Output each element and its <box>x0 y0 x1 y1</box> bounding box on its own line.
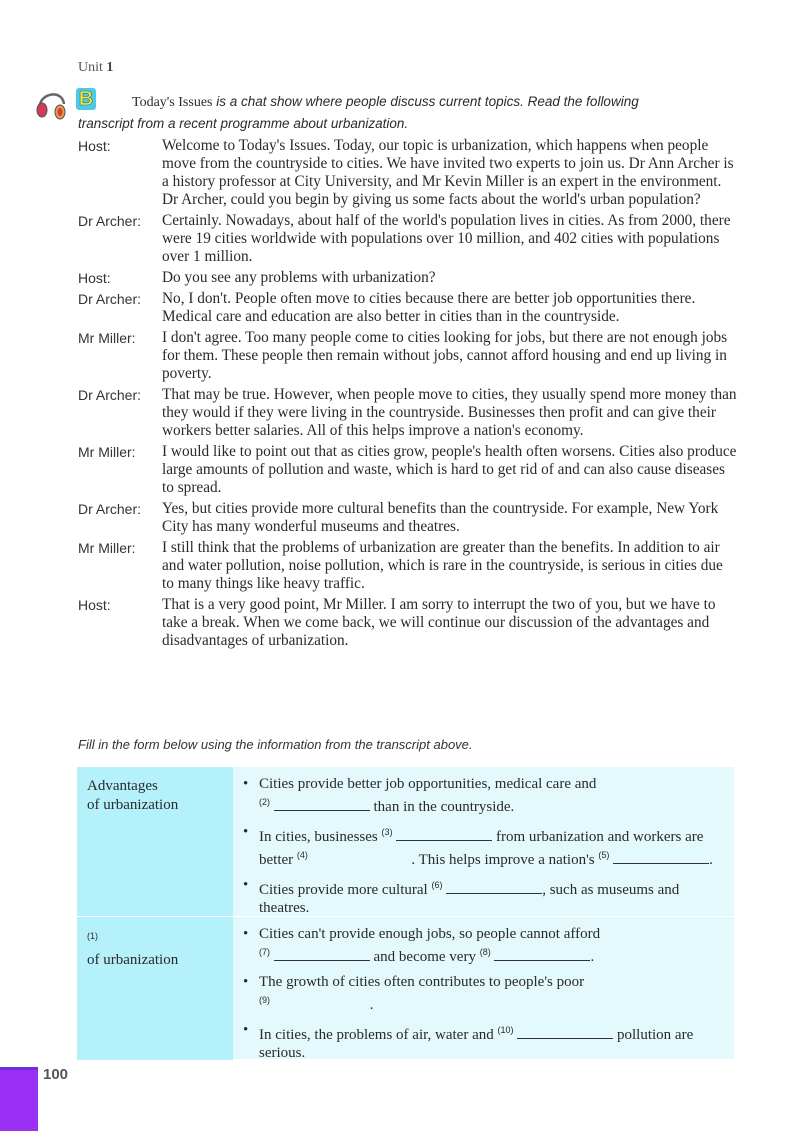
row-bullets <box>233 917 734 1060</box>
speaker-label: Host: <box>78 597 111 613</box>
speaker-label: Host: <box>78 270 111 286</box>
bullet-item <box>259 925 722 966</box>
bullet-text: The growth of cities often contributes to people's poor <box>259 974 585 990</box>
speaker-label: Dr Archer: <box>78 501 142 517</box>
bullet-text: than in the countryside. <box>369 799 515 815</box>
unit-label: Unit <box>78 60 103 75</box>
transcript <box>78 137 738 653</box>
blank-number: (5) <box>598 850 610 860</box>
blank-number: (8) <box>479 947 491 957</box>
transcript-turn <box>78 386 738 440</box>
speech-text: Yes, but cities provide more cultural benefits than the countryside. For example, New York City has many wonderful museums and theatres. <box>162 500 719 535</box>
blank-number: (3) <box>381 827 393 837</box>
speaker-label: Mr Miller: <box>78 540 136 556</box>
speech-text: I still think that the problems of urbanization are greater than the benefits. In addition to air and water pollution, noise pollution, which is rare in the countryside, is serious in cities due to many things like heavy traffic. <box>162 539 723 592</box>
row-bullets <box>233 767 734 916</box>
speech-text: No, I don't. People often move to cities because there are better job opportunities there. Medical care and education are also better in cities than in the countryside. <box>162 290 696 325</box>
answer-blank-7[interactable] <box>274 948 370 961</box>
bullet-text: , such as museums and theatres. <box>259 882 680 916</box>
form-row-advantages <box>77 767 734 916</box>
transcript-turn <box>78 290 738 326</box>
blank-number: (6) <box>431 880 443 890</box>
section-intro <box>78 91 738 135</box>
row-label <box>77 767 233 916</box>
bullet-item <box>259 823 722 869</box>
bullet-item <box>259 775 722 816</box>
headphones-icon[interactable] <box>34 86 70 122</box>
speech-text: Welcome to Today's Issues. Today, our topic is urbanization, which happens when people move from the countryside to cities. We have invited two experts to join us. Dr Ann Archer is a history professor at City University, and Mr Kevin Miller is an expert in the environment. Dr Archer, could you begin by giving us some facts about the world's urban population? <box>162 137 734 208</box>
speaker-label: Mr Miller: <box>78 444 136 460</box>
speech-text: Do you see any problems with urbanization? <box>162 269 436 286</box>
blank-number: (9) <box>259 995 270 1005</box>
row-label-line2: of urbanization <box>87 952 179 968</box>
speech-text: That may be true. However, when people move to cities, they usually spend more money than they would if they were living in the countryside. Businesses then profit and can give their workers better salaries. All of this helps improve a nation's economy. <box>162 386 737 439</box>
speaker-label: Mr Miller: <box>78 330 136 346</box>
speech-text: That is a very good point, Mr Miller. I am sorry to interrupt the two of you, but we have to take a break. When we come back, we will continue our discussion of the advantages and disadvantages of urbanization. <box>162 596 716 649</box>
transcript-turn <box>78 596 738 650</box>
bullet-text: Cities can't provide enough jobs, so people cannot afford <box>259 926 601 942</box>
answer-blank-2[interactable] <box>274 798 370 811</box>
form-instruction: Fill in the form below using the information from the transcript above. <box>78 737 473 752</box>
show-name: Today's Issues <box>132 95 213 110</box>
bullet-text: . <box>590 949 595 965</box>
bullet-item <box>259 1021 722 1062</box>
unit-number: 1 <box>106 60 114 75</box>
transcript-turn <box>78 443 738 497</box>
row-label <box>77 917 233 1060</box>
transcript-turn <box>78 500 738 536</box>
speaker-label: Dr Archer: <box>78 213 142 229</box>
answer-blank-9[interactable] <box>274 996 370 1009</box>
transcript-turn <box>78 539 738 593</box>
bullet-text: Cities provide more cultural <box>259 882 432 898</box>
transcript-turn <box>78 329 738 383</box>
form-row-disadvantages <box>77 916 734 1060</box>
bullet-text: . <box>709 852 713 868</box>
page-number: 100 <box>43 1066 69 1083</box>
bullet-text: and become very <box>369 949 480 965</box>
row-label-line1: Advantages <box>87 778 158 794</box>
unit-header <box>78 60 113 76</box>
row-label-line2: of urbanization <box>87 797 179 813</box>
answer-blank-1[interactable]: (1) <box>87 931 98 941</box>
section-letter-badge: B <box>76 88 96 110</box>
transcript-turn <box>78 212 738 266</box>
bullet-text: . This helps improve a nation's <box>407 852 599 868</box>
speech-text: Certainly. Nowadays, about half of the world's population lives in cities. As from 2000, there were 19 cities worldwide with populations over 10 million, and 402 cities with populations over 1 million. <box>162 212 731 265</box>
answer-blank-5[interactable] <box>613 851 709 864</box>
speaker-label: Dr Archer: <box>78 291 142 307</box>
bullet-item <box>259 973 722 1014</box>
blank-number: (2) <box>259 797 270 807</box>
answer-blank-6[interactable] <box>446 881 542 894</box>
fill-in-form <box>77 767 734 1059</box>
speaker-label: Dr Archer: <box>78 387 142 403</box>
bullet-text: Cities provide better job opportunities, medical care and <box>259 776 597 792</box>
blank-number: (7) <box>259 947 270 957</box>
answer-blank-3[interactable] <box>396 828 492 841</box>
blank-number: (4) <box>296 850 308 860</box>
blank-number: (10) <box>497 1025 514 1035</box>
speech-text: I don't agree. Too many people come to cities looking for jobs, but there are not enough jobs for them. These people then remain without jobs, cannot afford housing and end up living in poverty. <box>162 329 728 382</box>
transcript-turn <box>78 137 738 209</box>
page-color-tab <box>0 1067 38 1131</box>
answer-blank-4[interactable] <box>312 851 408 864</box>
speaker-label: Host: <box>78 138 111 154</box>
speech-text: I would like to point out that as cities grow, people's health often worsens. Cities also produce large amounts of pollution and waste, which is hard to get rid of and can also cause diseases to spread. <box>162 443 737 496</box>
bullet-item <box>259 876 722 917</box>
intro-text: is a chat show where people discuss current topics. Read the following <box>212 94 639 109</box>
bullet-text: from urbanization and workers are better <box>259 829 704 868</box>
bullet-text: In cities, businesses <box>259 829 382 845</box>
bullet-text: . <box>369 997 374 1013</box>
transcript-turn <box>78 269 738 287</box>
answer-blank-8[interactable] <box>494 948 590 961</box>
intro-text-line2: transcript from a recent programme about urbanization. <box>78 116 409 131</box>
bullet-text: In cities, the problems of air, water and <box>259 1027 498 1043</box>
bullet-text: pollution are serious. <box>259 1027 694 1061</box>
answer-blank-10[interactable] <box>517 1026 613 1039</box>
